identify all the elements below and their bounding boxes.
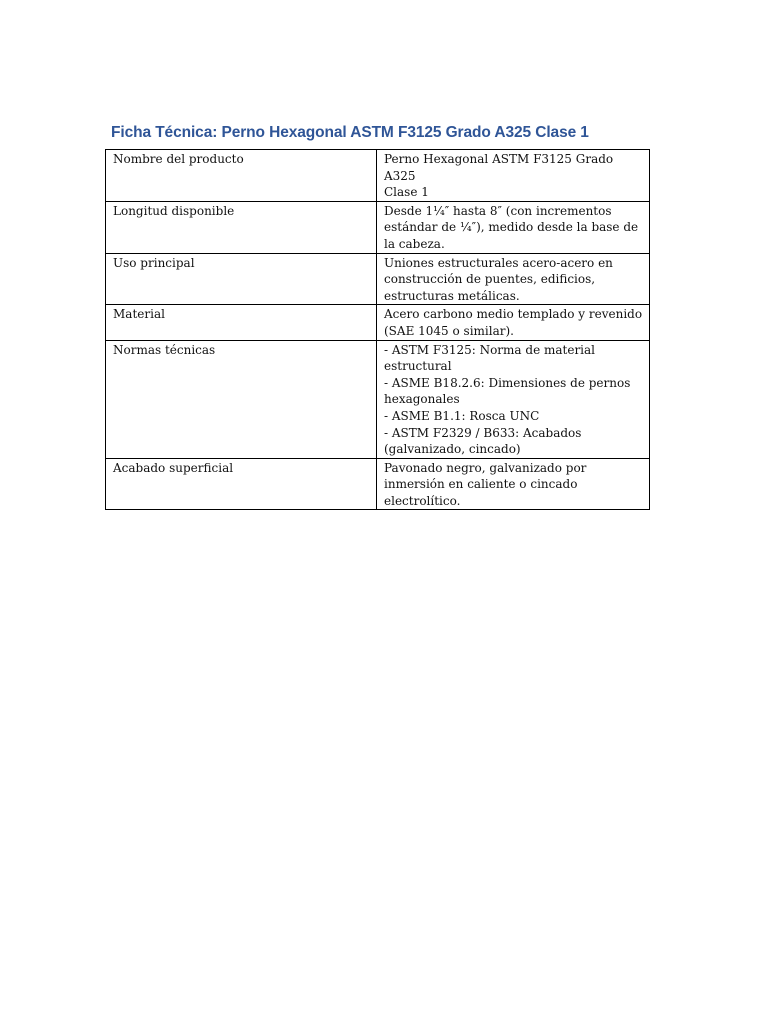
value-line: hexagonales (384, 392, 460, 407)
field-label-cell: Normas técnicas (106, 340, 377, 458)
value-line: estándar de ¼″), medido desde la base de (384, 220, 639, 235)
field-label-cell: Uso principal (106, 253, 377, 305)
value-line: - ASME B18.2.6: Dimensiones de pernos (384, 375, 631, 390)
table-row (106, 253, 650, 305)
value-line: estructural (384, 359, 452, 374)
value-line: inmersión en caliente o cincado (384, 477, 578, 492)
field-label-cell: Nombre del producto (106, 150, 377, 202)
value-line: Uniones estructurales acero-acero en (384, 255, 613, 270)
field-value-cell (377, 305, 650, 340)
value-line: la cabeza. (384, 236, 445, 251)
table-row (106, 340, 650, 458)
value-line: Acero carbono medio templado y revenido (384, 307, 643, 322)
table-row (106, 458, 650, 510)
field-label-cell: Material (106, 305, 377, 340)
value-line: electrolítico. (384, 493, 461, 508)
field-value-cell (377, 458, 650, 510)
value-line: Clase 1 (384, 185, 429, 200)
table-row (106, 150, 650, 202)
value-line: - ASTM F2329 / B633: Acabados (384, 425, 582, 440)
document-title: Ficha Técnica: Perno Hexagonal ASTM F3125 Grado A325 Clase 1 (111, 124, 589, 141)
value-line: Desde 1¼″ hasta 8″ (con incrementos (384, 203, 612, 218)
value-line: estructuras metálicas. (384, 288, 520, 303)
field-label-cell: Longitud disponible (106, 201, 377, 253)
field-label-cell: Acabado superficial (106, 458, 377, 510)
field-value-cell (377, 253, 650, 305)
table-row (106, 305, 650, 340)
value-line: Perno Hexagonal ASTM F3125 Grado A325 (384, 152, 614, 183)
value-line: - ASTM F3125: Norma de material (384, 342, 596, 357)
value-line: (galvanizado, cincado) (384, 442, 521, 457)
value-line: construcción de puentes, edificios, (384, 272, 596, 287)
field-value-cell (377, 150, 650, 202)
spec-table (105, 149, 650, 510)
field-value-cell (377, 340, 650, 458)
field-value-cell (377, 201, 650, 253)
table-row (106, 201, 650, 253)
value-line: - ASME B1.1: Rosca UNC (384, 408, 540, 423)
value-line: (SAE 1045 o similar). (384, 323, 514, 338)
value-line: Pavonado negro, galvanizado por (384, 460, 587, 475)
